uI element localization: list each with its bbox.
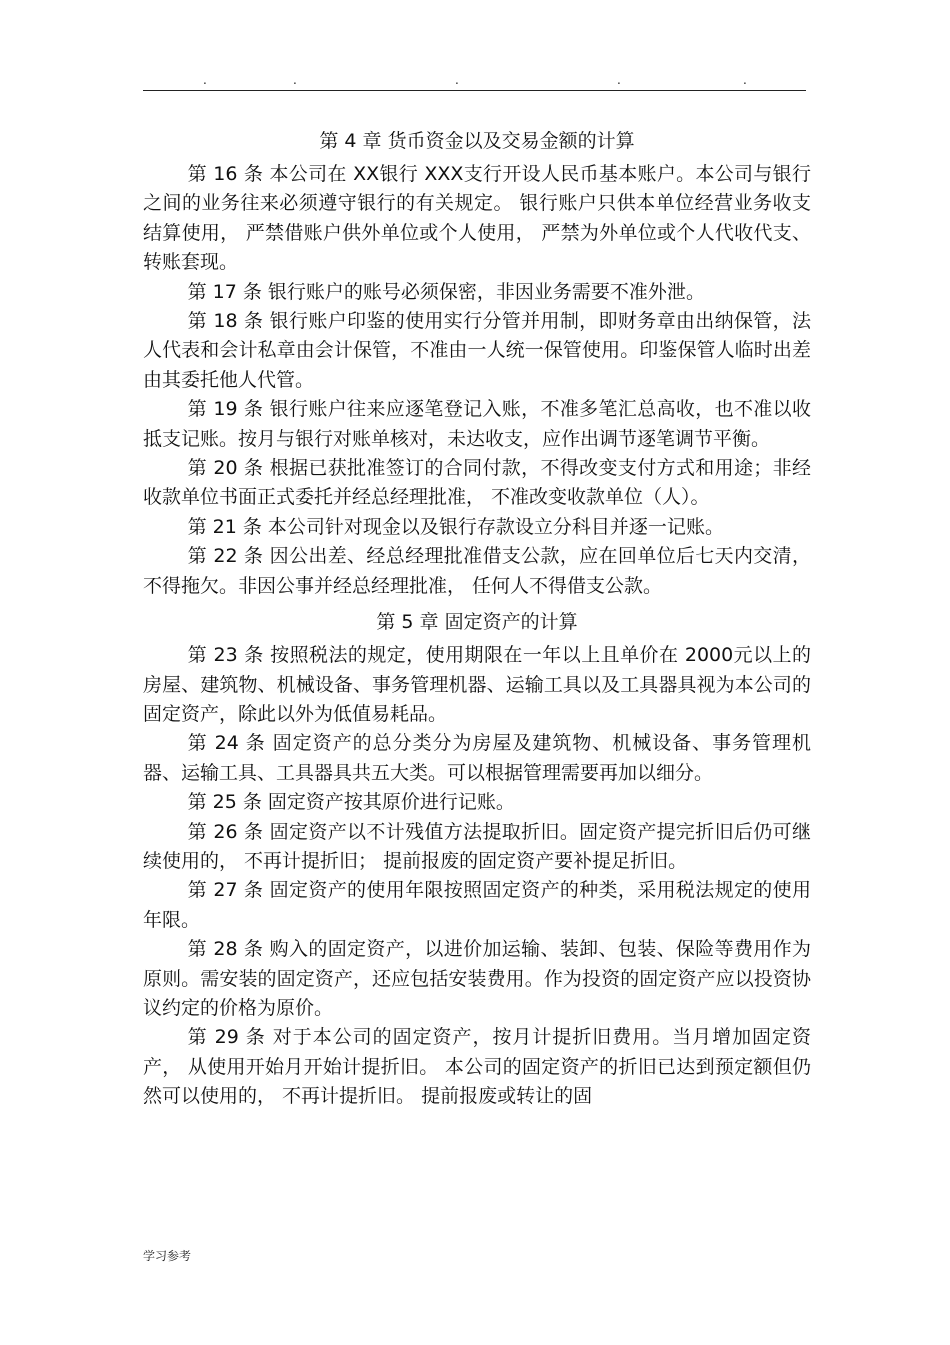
header-dot: .: [203, 73, 207, 87]
document-body: [143, 120, 811, 1112]
header-dot: .: [617, 73, 621, 87]
article-18: 第 18 条 银行账户印鉴的使用实行分管并用制，即财务章由出纳保管，法人代表和会计私章由会计保管，不准由一人统一保管使用。印鉴保管人临时出差由其委托他人代管。: [143, 310, 811, 391]
article-25: 第 25 条 固定资产按其原价进行记账。: [187, 791, 515, 814]
article-22: 第 22 条 因公出差、经总经理批准借支公款，应在回单位后七天内交清，不得拖欠。非因公事并经总经理批准， 任何人不得借支公款。: [143, 545, 811, 597]
chapter-4-title: 第 4 章 货币资金以及交易金额的计算: [319, 130, 635, 152]
article-26: 第 26 条 固定资产以不计残值方法提取折旧。固定资产提完折旧后仍可继续使用的， 不再计提折旧； 提前报废的固定资产要补提足折旧。: [143, 820, 811, 872]
header-dot: .: [743, 73, 747, 87]
header-rule: [143, 90, 806, 91]
article-21: 第 21 条 本公司针对现金以及银行存款设立分科目并逐一记账。: [187, 515, 724, 538]
article-27: 第 27 条 固定资产的使用年限按照固定资产的种类，采用税法规定的使用年限。: [143, 879, 811, 931]
footer-label: 学习参考: [143, 1249, 192, 1263]
article-20: 第 20 条 根据已获批准签订的合同付款，不得改变支付方式和用途；非经收款单位书面正式委托并经总经理批准， 不准改变收款单位（人）。: [143, 457, 811, 509]
article-19: 第 19 条 银行账户往来应逐笔登记入账，不准多笔汇总高收，也不准以收抵支记账。按月与银行对账单核对，未达收支，应作出调节逐笔调节平衡。: [143, 398, 811, 450]
article-28: 第 28 条 购入的固定资产，以进价加运输、装卸、包装、保险等费用作为原则。需安装的固定资产，还应包括安装费用。作为投资的固定资产应以投资协议约定的价格为原价。: [143, 938, 811, 1019]
article-24: 第 24 条 固定资产的总分类分为房屋及建筑物、机械设备、事务管理机器、运输工具、工具器具共五大类。可以根据管理需要再加以细分。: [143, 732, 811, 784]
article-16: 第 16 条 本公司在 XX银行 XXX支行开设人民币基本账户。本公司与银行之间的业务往来必须遵守银行的有关规定。 银行账户只供本单位经营业务收支结算使用， 严禁借账户供外单位或个人使用， 严禁为外单位或个人代收代支、转账套现。: [143, 163, 811, 274]
chapter-5-title: 第 5 章 固定资产的计算: [376, 611, 578, 634]
article-29: 第 29 条 对于本公司的固定资产，按月计提折旧费用。当月增加固定资产， 从使用开始月开始计提折旧。 本公司的固定资产的折旧已达到预定额但仍然可以使用的， 不再计提折旧。 提前报废或转让的固: [143, 1026, 811, 1108]
article-23: 第 23 条 按照税法的规定，使用期限在一年以上且单价在 2000元以上的房屋、建筑物、机械设备、事务管理机器、运输工具以及工具器具视为本公司的固定资产，除此以外为低值易耗品。: [143, 644, 811, 725]
header-dots: [143, 74, 806, 88]
article-17: 第 17 条 银行账户的账号必须保密，非因业务需要不准外泄。: [187, 280, 705, 303]
header-dot: .: [455, 73, 459, 87]
header-dot: .: [293, 73, 297, 87]
